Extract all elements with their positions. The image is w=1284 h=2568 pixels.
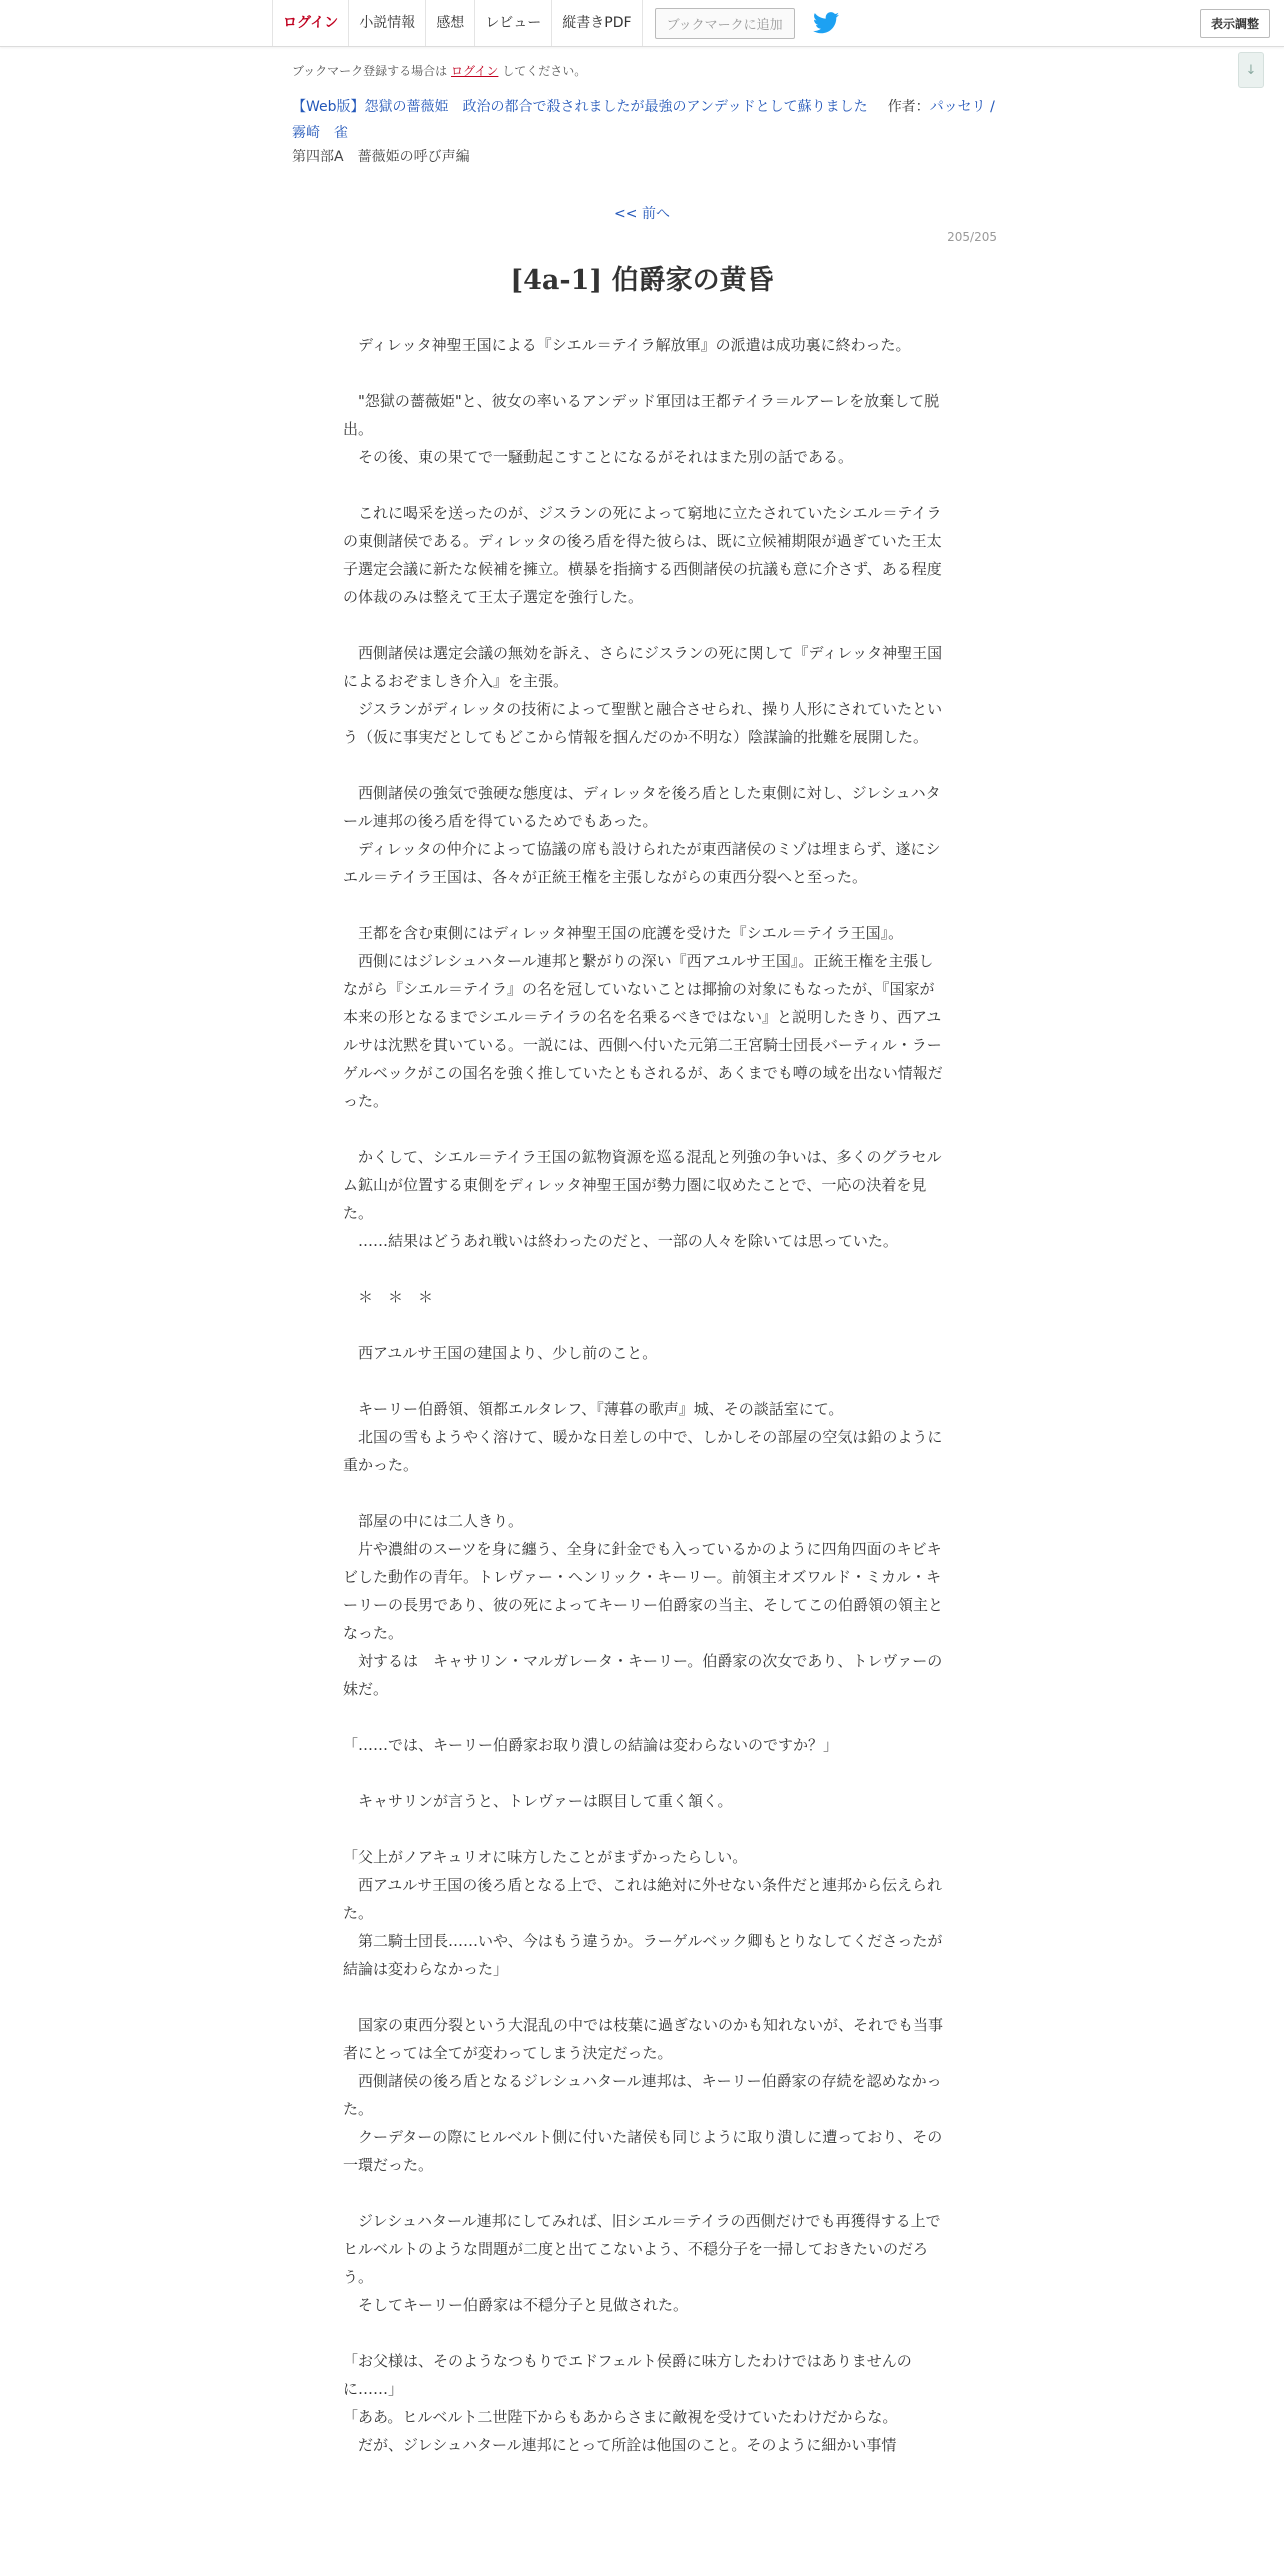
body-paragraph: "怨獄の薔薇姫"と、彼女の率いるアンデッド軍団は王都テイラ＝ルアーレを放棄して脱出。	[343, 392, 940, 438]
body-paragraph	[343, 1983, 943, 2011]
body-paragraph: 西側諸侯の強気で強硬な態度は、ディレッタを後ろ盾とした東側に対し、ジレシュハタール連邦の後ろ盾を得ているためでもあった。	[343, 784, 941, 830]
body-paragraph: 西側諸侯の後ろ盾となるジレシュハタール連邦は、キーリー伯爵家の存続を認めなかった。	[343, 2072, 942, 2118]
nav-review-link[interactable]: レビュー	[475, 0, 552, 46]
nav-login-link[interactable]: ログイン	[272, 0, 349, 46]
notice-text-after: してください。	[502, 64, 587, 78]
episode-title: [4a-1] 伯爵家の黄昏	[510, 265, 774, 296]
body-paragraph: ジスランがディレッタの技術によって聖獣と融合させられ、操り人形にされていたという（仮に事実だとしてもどこから情報を掴んだのか不明な）陰謀論的批難を展開した。	[343, 700, 943, 746]
nav-menu	[272, 0, 839, 46]
body-paragraph: 「ああ。ヒルベルト二世陛下からもあからさまに敵視を受けていたわけだからな。	[343, 2408, 898, 2426]
body-paragraph	[343, 611, 943, 639]
series-header	[292, 94, 1002, 146]
body-paragraph: 部屋の中には二人きり。	[343, 1512, 524, 1530]
body-paragraph: ……結果はどうあれ戦いは終わったのだと、一部の人々を除いては思っていた。	[343, 1232, 898, 1250]
scroll-down-button[interactable]	[1238, 52, 1264, 88]
body-paragraph: ディレッタの仲介によって協議の席も設けられたが東西諸侯のミゾは埋まらず、遂にシエル＝テイラ王国は、各々が正統王権を主張しながらの東西分裂へと至った。	[343, 840, 941, 886]
body-paragraph	[343, 2179, 943, 2207]
body-paragraph: クーデターの際にヒルベルト側に付いた諸侯も同じように取り潰しに遭っており、その一環だった。	[343, 2128, 943, 2174]
body-paragraph: 「……では、キーリー伯爵家お取り潰しの結論は変わらないのですか？」	[343, 1736, 839, 1754]
body-paragraph: 西側にはジレシュハタール連邦と繋がりの深い『西アユルサ王国』。正統王権を主張しながら『シエル＝テイラ』の名を冠していないことは揶揄の対象にもなったが、『国家が本来の形となるまでシエル＝テイラの名を名乗るべきではない』と説明したきり、西アユルサは沈黙を貫いている。一説には、西側へ付いた元第二王宮騎士団長バーティル・ラーゲルベックがこの国名を強く推していたともされるが、あくまでも噂の域を出ない情報だった。	[343, 952, 943, 1110]
twitter-share-button[interactable]	[813, 12, 839, 34]
body-paragraph	[343, 1759, 943, 1787]
body-paragraph: 西アユルサ王国の建国より、少し前のこと。	[343, 1344, 658, 1362]
body-paragraph: ＊ ＊ ＊	[343, 1288, 434, 1306]
nav-vertical-pdf-link[interactable]: 縦書きPDF	[552, 0, 642, 46]
body-paragraph: ジレシュハタール連邦にしてみれば、旧シエル＝テイラの西側だけでも再獲得する上でヒルベルトのような問題が二度と出てこないよう、不穏分子を一掃しておきたいのだろう。	[343, 2212, 941, 2286]
body-paragraph: 王都を含む東側にはディレッタ神聖王国の庇護を受けた『シエル＝テイラ王国』。	[343, 924, 904, 942]
body-paragraph: 第二騎士団長……いや、今はもう違うか。ラーゲルベック卿もとりなしてくださったが結論は変わらなかった」	[343, 1932, 943, 1978]
body-paragraph	[343, 1115, 943, 1143]
body-paragraph: そしてキーリー伯爵家は不穏分子と見做された。	[343, 2296, 689, 2314]
body-paragraph	[343, 471, 943, 499]
body-paragraph: キャサリンが言うと、トレヴァーは瞑目して重く頷く。	[343, 1792, 733, 1810]
author-link[interactable]: パッセリ / 霧崎 雀	[292, 99, 995, 141]
nav-novel-info-link[interactable]: 小説情報	[349, 0, 426, 46]
body-paragraph	[343, 1815, 943, 1843]
notice-login-link[interactable]: ログイン	[451, 64, 499, 78]
chapter-group-title: 第四部A 薔薇姫の呼び声編	[292, 149, 470, 165]
body-paragraph: 西アユルサ王国の後ろ盾となる上で、これは絶対に外せない条件だと連邦から伝えられた。	[343, 1876, 942, 1922]
body-paragraph	[343, 1703, 943, 1731]
bookmark-login-notice	[292, 62, 586, 79]
body-paragraph: かくして、シエル＝テイラ王国の鉱物資源を巡る混乱と列強の争いは、多くのグラセルム鉱山が位置する東側をディレッタ神聖王国が勢力圏に収めたことで、一応の決着を見た。	[343, 1148, 942, 1222]
display-settings-button[interactable]: 表示調整	[1200, 9, 1270, 38]
novel-body	[343, 331, 943, 2459]
arrow-down-icon: ↓	[1245, 62, 1257, 78]
previous-page-link-text[interactable]: << 前へ	[614, 206, 670, 222]
body-paragraph: 「お父様は、そのようなつもりでエドフェルト侯爵に味方したわけではありませんのに……」	[343, 2352, 912, 2398]
notice-text-before: ブックマーク登録する場合は	[292, 64, 448, 78]
body-paragraph: 西側諸侯は選定会議の無効を訴え、さらにジスランの死に関して『ディレッタ神聖王国によるおぞましき介入』を主張。	[343, 644, 943, 690]
body-paragraph	[343, 891, 943, 919]
body-paragraph: 北国の雪もようやく溶けて、暖かな日差しの中で、しかしその部屋の空気は鉛のように重かった。	[343, 1428, 943, 1474]
body-paragraph: 国家の東西分裂という大混乱の中では枝葉に過ぎないのかも知れないが、それでも当事者にとっては全てが変わってしまう決定だった。	[343, 2016, 944, 2062]
nav-impressions-link[interactable]: 感想	[426, 0, 475, 46]
body-paragraph: その後、東の果てで一騒動起こすことになるがそれはまた別の話である。	[343, 448, 854, 466]
author-label: 作者：	[887, 99, 930, 115]
body-paragraph	[343, 1367, 943, 1395]
body-paragraph	[343, 1311, 943, 1339]
body-paragraph: だが、ジレシュハタール連邦にとって所詮は他国のこと。そのように細かい事情	[343, 2436, 897, 2454]
body-paragraph: 対するは キャサリン・マルガレータ・キーリー。伯爵家の次女であり、トレヴァーの妹だ。	[343, 1652, 943, 1698]
previous-page-link	[0, 203, 1284, 223]
body-paragraph	[343, 1255, 943, 1283]
add-bookmark-button[interactable]: ブックマークに追加	[655, 8, 795, 39]
body-paragraph	[343, 751, 943, 779]
body-paragraph: これに喝采を送ったのが、ジスランの死によって窮地に立たされていたシエル＝テイラの東側諸侯である。ディレッタの後ろ盾を得た彼らは、既に立候補期限が過ぎていた王太子選定会議に新たな候補を擁立。横暴を指摘する西側諸侯の抗議も意に介さず、ある程度の体裁のみは整えて王太子選定を強行した。	[343, 504, 942, 606]
body-paragraph	[343, 2319, 943, 2347]
body-paragraph	[343, 359, 943, 387]
top-nav-bar	[0, 0, 1284, 47]
body-paragraph: ディレッタ神聖王国による『シエル＝テイラ解放軍』の派遣は成功裏に終わった。	[343, 336, 911, 354]
twitter-bird-icon	[813, 12, 839, 34]
body-paragraph: 「父上がノアキュリオに味方したことがまずかったらしい。	[343, 1848, 748, 1866]
page-counter: 205/205	[947, 230, 997, 244]
body-paragraph: キーリー伯爵領、領都エルタレフ、『薄暮の歌声』城、その談話室にて。	[343, 1400, 844, 1418]
body-paragraph	[343, 1479, 943, 1507]
body-paragraph: 片や濃紺のスーツを身に纏う、全身に針金でも入っているかのように四角四面のキビキビした動作の青年。トレヴァー・ヘンリック・キーリー。前領主オズワルド・ミカル・キーリーの長男であり、彼の死によってキーリー伯爵家の当主、そしてこの伯爵領の領主となった。	[343, 1540, 944, 1642]
series-title-link[interactable]: 【Web版】怨獄の薔薇姫 政治の都合で殺されましたが最強のアンデッドとして蘇りました	[292, 99, 868, 115]
